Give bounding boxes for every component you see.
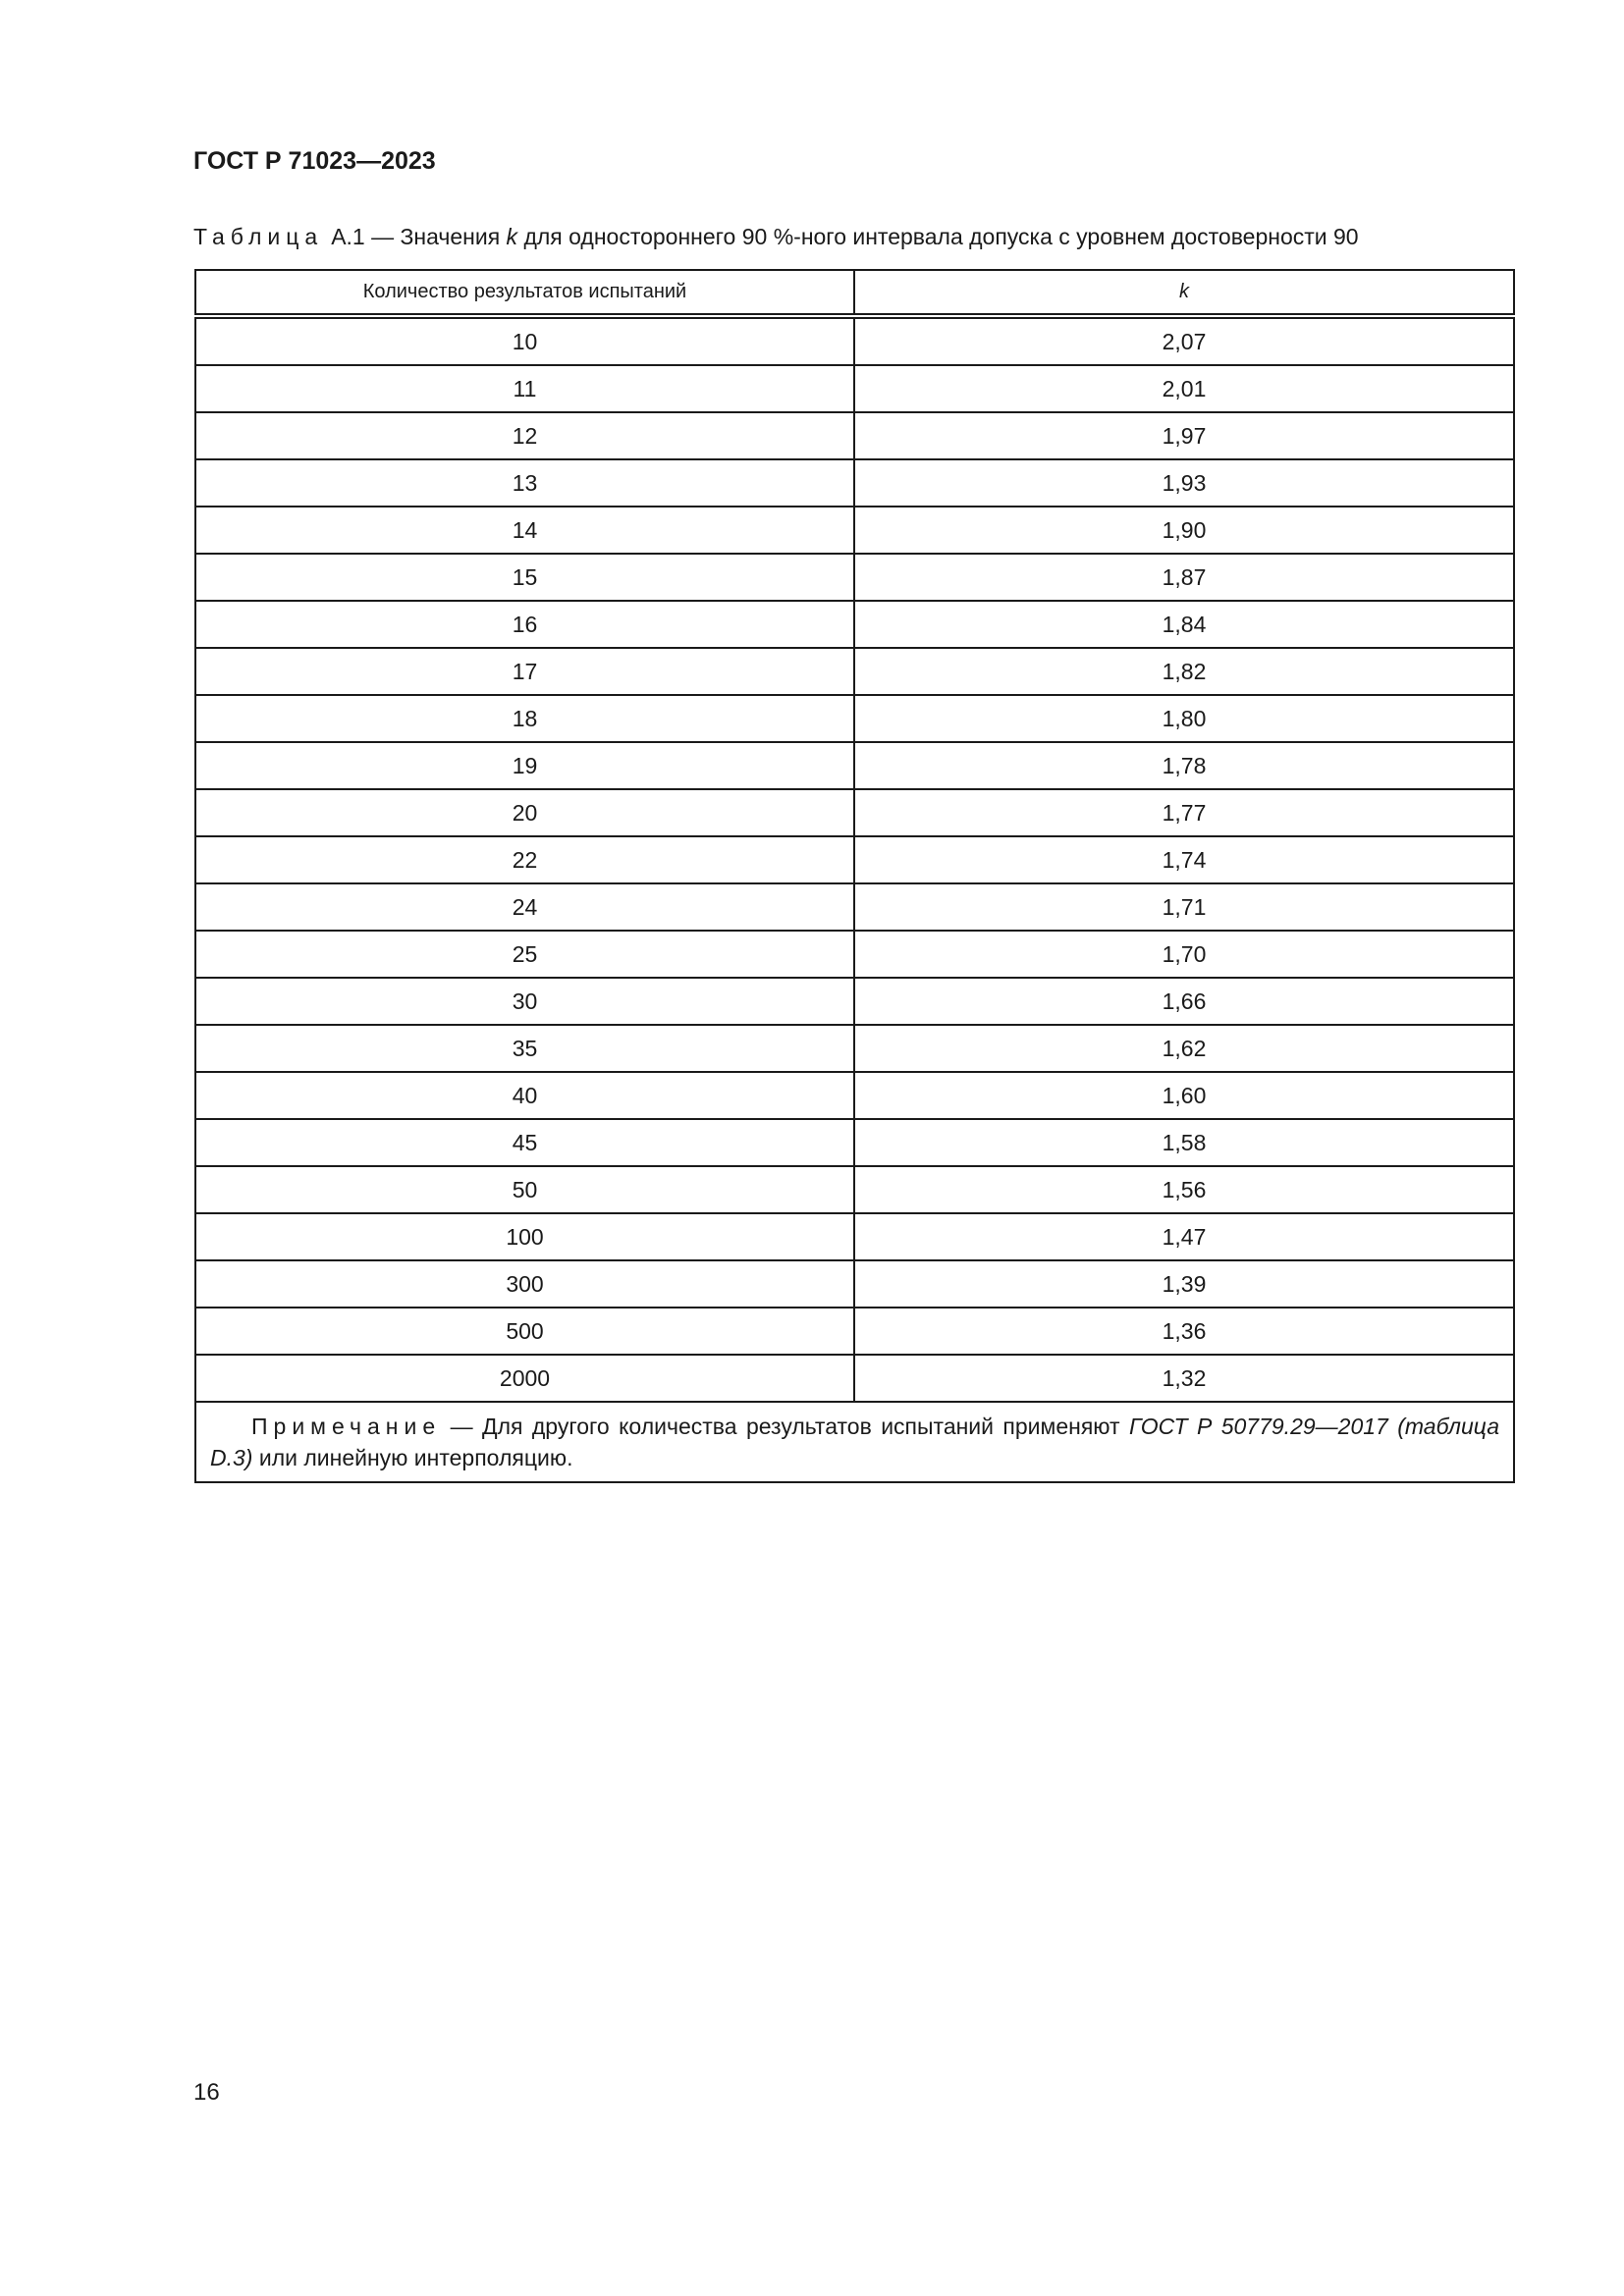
count-cell: 100 xyxy=(195,1213,854,1260)
count-cell: 10 xyxy=(195,316,854,365)
count-cell: 11 xyxy=(195,365,854,412)
k-cell: 2,01 xyxy=(854,365,1514,412)
column-header-count: Количество результатов испытаний xyxy=(195,270,854,316)
table-row xyxy=(195,1166,1514,1213)
count-cell: 17 xyxy=(195,648,854,695)
count-cell: 2000 xyxy=(195,1355,854,1402)
count-cell: 12 xyxy=(195,412,854,459)
table-row xyxy=(195,742,1514,789)
table-row xyxy=(195,883,1514,931)
k-cell: 1,39 xyxy=(854,1260,1514,1308)
table-caption xyxy=(193,224,1359,250)
k-cell: 1,62 xyxy=(854,1025,1514,1072)
table-row xyxy=(195,931,1514,978)
count-cell: 24 xyxy=(195,883,854,931)
table-row xyxy=(195,1119,1514,1166)
table-row xyxy=(195,1260,1514,1308)
table-row xyxy=(195,1355,1514,1402)
k-cell: 1,36 xyxy=(854,1308,1514,1355)
k-cell: 1,82 xyxy=(854,648,1514,695)
k-cell: 1,56 xyxy=(854,1166,1514,1213)
table-header-row xyxy=(195,270,1514,316)
column-header-k: k xyxy=(854,270,1514,316)
table-row xyxy=(195,695,1514,742)
count-cell: 50 xyxy=(195,1166,854,1213)
table-row xyxy=(195,978,1514,1025)
count-cell: 25 xyxy=(195,931,854,978)
table-row xyxy=(195,648,1514,695)
k-cell: 1,70 xyxy=(854,931,1514,978)
k-cell: 1,60 xyxy=(854,1072,1514,1119)
k-cell: 1,93 xyxy=(854,459,1514,507)
note-text-after: или линейную интерполяцию. xyxy=(252,1445,573,1470)
k-values-table xyxy=(194,269,1515,1483)
count-cell: 30 xyxy=(195,978,854,1025)
k-cell: 1,90 xyxy=(854,507,1514,554)
k-cell: 1,87 xyxy=(854,554,1514,601)
count-cell: 13 xyxy=(195,459,854,507)
document-code: ГОСТ Р 71023—2023 xyxy=(193,147,436,175)
table-row xyxy=(195,316,1514,365)
table-row xyxy=(195,554,1514,601)
table-row xyxy=(195,1025,1514,1072)
k-cell: 2,07 xyxy=(854,316,1514,365)
k-cell: 1,84 xyxy=(854,601,1514,648)
count-cell: 18 xyxy=(195,695,854,742)
k-cell: 1,47 xyxy=(854,1213,1514,1260)
count-cell: 15 xyxy=(195,554,854,601)
table-row xyxy=(195,789,1514,836)
count-cell: 19 xyxy=(195,742,854,789)
k-cell: 1,77 xyxy=(854,789,1514,836)
table-row xyxy=(195,1308,1514,1355)
page-number: 16 xyxy=(193,2079,220,2106)
table-row xyxy=(195,601,1514,648)
k-cell: 1,32 xyxy=(854,1355,1514,1402)
count-cell: 35 xyxy=(195,1025,854,1072)
k-cell: 1,78 xyxy=(854,742,1514,789)
count-cell: 300 xyxy=(195,1260,854,1308)
table-row xyxy=(195,1072,1514,1119)
k-cell: 1,80 xyxy=(854,695,1514,742)
count-cell: 22 xyxy=(195,836,854,883)
k-cell: 1,97 xyxy=(854,412,1514,459)
count-cell: 16 xyxy=(195,601,854,648)
caption-number: А.1 — Значения xyxy=(331,224,501,249)
table-row xyxy=(195,507,1514,554)
caption-text: для одностороннего 90 %-ного интервала допуска с уровнем достоверности 90 xyxy=(523,224,1359,249)
k-cell: 1,58 xyxy=(854,1119,1514,1166)
count-cell: 20 xyxy=(195,789,854,836)
table-row xyxy=(195,1213,1514,1260)
table-note-row xyxy=(195,1402,1514,1482)
k-cell: 1,74 xyxy=(854,836,1514,883)
count-cell: 40 xyxy=(195,1072,854,1119)
k-cell: 1,71 xyxy=(854,883,1514,931)
table-note xyxy=(195,1402,1514,1482)
table-row xyxy=(195,459,1514,507)
table-row xyxy=(195,836,1514,883)
caption-symbol: k xyxy=(506,224,518,249)
count-cell: 45 xyxy=(195,1119,854,1166)
table-row xyxy=(195,365,1514,412)
table-row xyxy=(195,412,1514,459)
count-cell: 14 xyxy=(195,507,854,554)
note-lead: Примечание xyxy=(251,1414,442,1439)
note-reference: ГОСТ Р 50779.29—2017 (таблица D.3) xyxy=(210,1414,1499,1470)
caption-label: Таблица xyxy=(193,224,324,249)
note-text-before: — Для другого количества результатов испытаний применяют xyxy=(441,1414,1129,1439)
count-cell: 500 xyxy=(195,1308,854,1355)
k-cell: 1,66 xyxy=(854,978,1514,1025)
table-body xyxy=(195,316,1514,1402)
